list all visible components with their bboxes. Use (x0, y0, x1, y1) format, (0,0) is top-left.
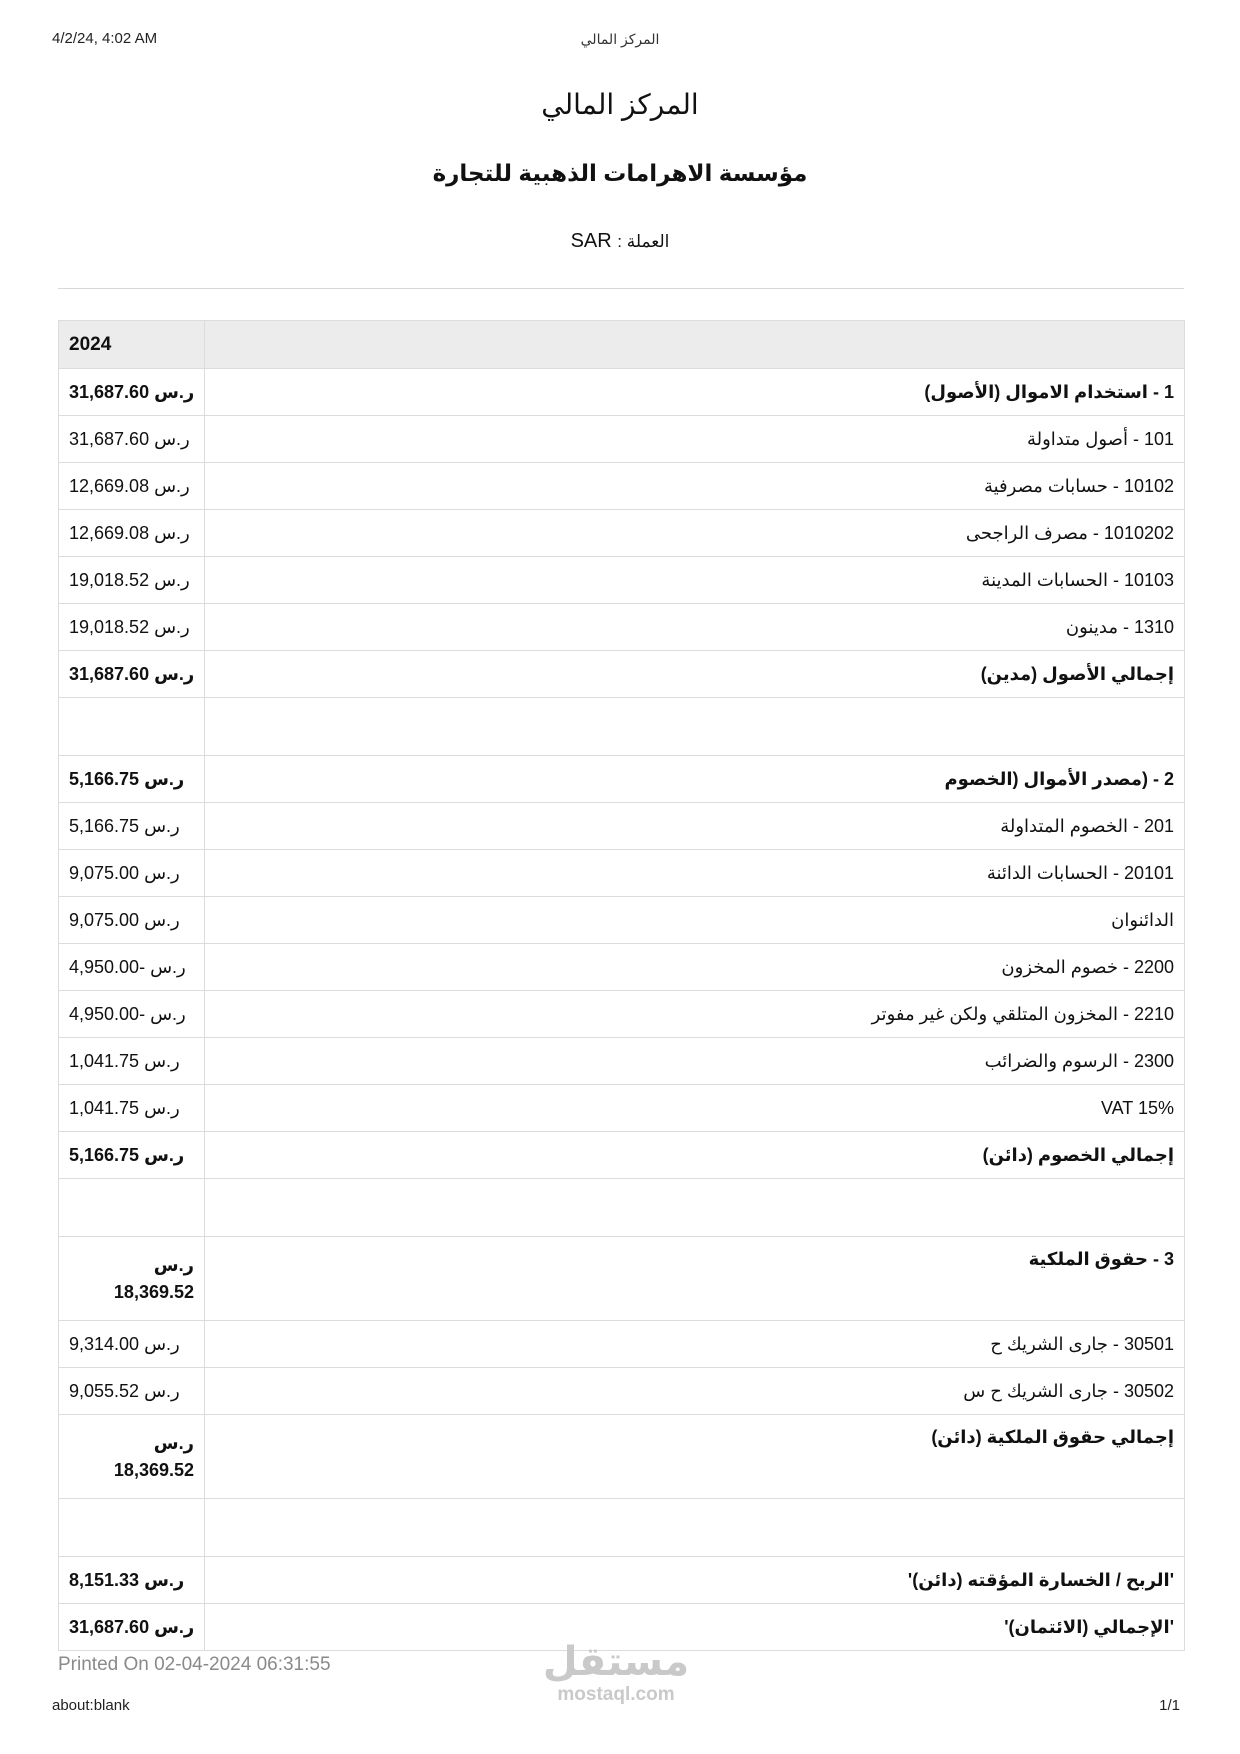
print-header-title: المركز المالي (580, 31, 660, 47)
row-amount: ر.س 19,018.52 (59, 557, 205, 604)
row-description: إجمالي حقوق الملكية (دائن) (205, 1415, 1185, 1499)
row-amount (59, 1237, 205, 1321)
spacer-row (59, 1179, 1185, 1237)
currency-value: SAR (570, 230, 612, 252)
row-description: 2210 - المخزون المتلقي ولكن غير مفوتر (205, 991, 1185, 1038)
row-amount: ر.س 31,687.60 (59, 369, 205, 416)
row-amount: ر.س 9,055.52 (59, 1368, 205, 1415)
row-description: 201 - الخصوم المتداولة (205, 803, 1185, 850)
row-description: 'الإجمالي (الائتمان)' (205, 1604, 1185, 1651)
section-assets-row (59, 369, 1185, 416)
row-amount: ر.س 5,166.75 (59, 803, 205, 850)
spacer-row (59, 1499, 1185, 1557)
total-assets-row (59, 651, 1185, 698)
row-amount: ر.س 9,314.00 (59, 1321, 205, 1368)
report-title: المركز المالي (541, 89, 699, 120)
row-description: 1310 - مدينون (205, 604, 1185, 651)
row-description: 2300 - الرسوم والضرائب (205, 1038, 1185, 1085)
table-row (59, 463, 1185, 510)
table-row (59, 1038, 1185, 1085)
row-amount: ر.س 31,687.60 (59, 1604, 205, 1651)
row-amount: ر.س 1,041.75 (59, 1085, 205, 1132)
print-footer-url: about:blank (52, 1697, 130, 1714)
printed-on-timestamp: Printed On 02-04-2024 06:31:55 (58, 1654, 331, 1675)
currency-line (0, 230, 1240, 253)
currency-symbol: ر.س (153, 1254, 194, 1275)
table-row (59, 944, 1185, 991)
section-liabilities-row (59, 756, 1185, 803)
row-description: 2200 - خصوم المخزون (205, 944, 1185, 991)
spacer-row (59, 698, 1185, 756)
currency-label: العملة : (617, 232, 670, 251)
row-amount: ر.س 31,687.60 (59, 416, 205, 463)
table-row (59, 850, 1185, 897)
row-description: 10103 - الحسابات المدينة (205, 557, 1185, 604)
section-equity-row (59, 1237, 1185, 1321)
row-description: VAT 15% (205, 1085, 1185, 1132)
row-amount: ر.س 8,151.33 (59, 1557, 205, 1604)
row-description: 30501 - جارى الشريك ح (205, 1321, 1185, 1368)
row-amount: ر.س -4,950.00 (59, 991, 205, 1038)
row-description: إجمالي الخصوم (دائن) (205, 1132, 1185, 1179)
row-description: 'الربح / الخسارة المؤقته (دائن)' (205, 1557, 1185, 1604)
table-row (59, 557, 1185, 604)
year-header: 2024 (59, 321, 205, 369)
row-description: 101 - أصول متداولة (205, 416, 1185, 463)
row-amount: ر.س 1,041.75 (59, 1038, 205, 1085)
amount-value: 18,369.52 (113, 1281, 194, 1302)
row-description: إجمالي الأصول (مدين) (205, 651, 1185, 698)
amount-value: 18,369.52 (113, 1459, 194, 1480)
total-equity-row (59, 1415, 1185, 1499)
row-description: 10102 - حسابات مصرفية (205, 463, 1185, 510)
row-description: 30502 - جارى الشريك ح س (205, 1368, 1185, 1415)
table-row (59, 803, 1185, 850)
row-description: 1010202 - مصرف الراجحى (205, 510, 1185, 557)
print-datetime: 4/2/24, 4:02 AM (52, 30, 158, 47)
watermark-latin: mostaql.com (557, 1684, 675, 1705)
table-row (59, 416, 1185, 463)
mostaql-watermark-logo (540, 1640, 692, 1706)
table-row (59, 1321, 1185, 1368)
row-description: 2 - (مصدر الأموال (الخصوم (205, 756, 1185, 803)
table-row (59, 1085, 1185, 1132)
row-description: 20101 - الحسابات الدائنة (205, 850, 1185, 897)
row-description: الدائنوان (205, 897, 1185, 944)
row-amount: ر.س 5,166.75 (59, 756, 205, 803)
row-amount: ر.س 12,669.08 (59, 463, 205, 510)
header-divider (58, 288, 1184, 289)
table-row (59, 1368, 1185, 1415)
row-amount: ر.س -4,950.00 (59, 944, 205, 991)
table-row (59, 991, 1185, 1038)
total-liabilities-row (59, 1132, 1185, 1179)
row-amount: ر.س 31,687.60 (59, 651, 205, 698)
row-amount (59, 1415, 205, 1499)
table-header-row (59, 321, 1185, 369)
financial-position-table (58, 320, 1185, 1651)
company-name: مؤسسة الاهرامات الذهبية للتجارة (432, 160, 808, 186)
row-description: 3 - حقوق الملكية (205, 1237, 1185, 1321)
row-amount: ر.س 9,075.00 (59, 897, 205, 944)
table-row (59, 510, 1185, 557)
row-amount: ر.س 9,075.00 (59, 850, 205, 897)
currency-symbol: ر.س (153, 1432, 194, 1453)
provisional-profit-row (59, 1557, 1185, 1604)
table-row (59, 604, 1185, 651)
description-header (205, 321, 1185, 369)
table-row (59, 897, 1185, 944)
print-footer-page: 1/1 (1159, 1697, 1180, 1714)
row-description: 1 - استخدام الاموال (الأصول) (205, 369, 1185, 416)
watermark-arabic: مستقل (542, 1640, 690, 1684)
row-amount: ر.س 19,018.52 (59, 604, 205, 651)
row-amount: ر.س 5,166.75 (59, 1132, 205, 1179)
row-amount: ر.س 12,669.08 (59, 510, 205, 557)
